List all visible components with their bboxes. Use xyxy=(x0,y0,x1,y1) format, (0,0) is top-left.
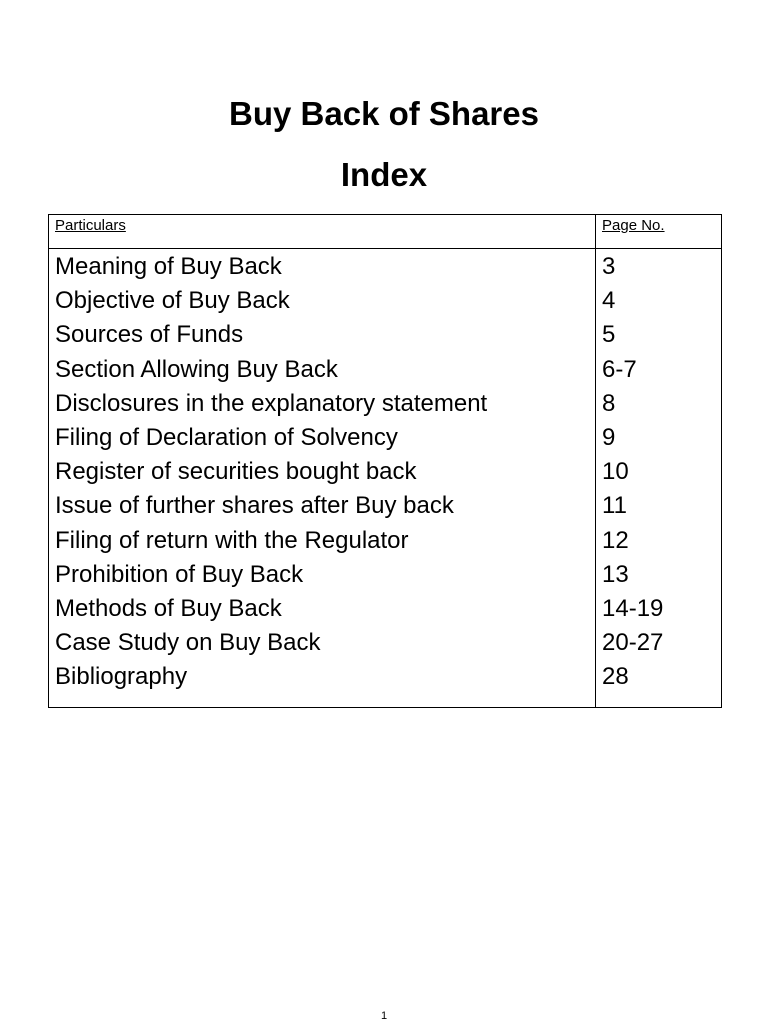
table-row xyxy=(49,387,721,421)
row-page-number: 20-27 xyxy=(602,629,664,657)
row-page-number: 3 xyxy=(602,253,616,280)
table-row xyxy=(49,626,721,660)
row-particular: Bibliography xyxy=(55,663,188,691)
row-page-number: 5 xyxy=(602,321,616,349)
table-row xyxy=(49,592,721,626)
row-particular: Disclosures in the explanatory statement xyxy=(55,389,488,417)
row-page-number: 10 xyxy=(602,458,629,486)
table-row xyxy=(49,250,721,284)
header-particulars: Particulars xyxy=(55,217,126,234)
page-number: 1 xyxy=(380,1010,388,1022)
table-row xyxy=(49,318,721,352)
row-page-number: 4 xyxy=(602,287,616,315)
row-particular: Objective of Buy Back xyxy=(55,287,290,315)
table-header-row xyxy=(49,215,721,249)
index-heading: Index xyxy=(340,156,428,193)
row-page-number: 12 xyxy=(602,526,629,554)
row-particular: Register of securities bought back xyxy=(55,458,417,486)
row-particular: Issue of further shares after Buy back xyxy=(55,492,454,520)
row-page-number: 11 xyxy=(602,492,627,520)
table-row xyxy=(49,524,721,558)
table-row xyxy=(49,489,721,523)
table-row xyxy=(49,421,721,455)
document-title: Buy Back of Shares xyxy=(229,95,539,132)
row-particular: Case Study on Buy Back xyxy=(55,629,321,657)
row-particular: Meaning of Buy Back xyxy=(55,253,282,280)
row-page-number: 28 xyxy=(602,663,629,691)
row-particular: Sources of Funds xyxy=(55,321,244,349)
table-row xyxy=(49,284,721,318)
row-page-number: 6-7 xyxy=(602,355,637,383)
table-row xyxy=(49,455,721,489)
table-body xyxy=(49,250,721,694)
row-page-number: 14-19 xyxy=(602,594,664,622)
row-particular: Filing of return with the Regulator xyxy=(55,526,409,554)
header-page-no: Page No. xyxy=(602,217,665,234)
row-page-number: 9 xyxy=(602,423,616,451)
row-page-number: 8 xyxy=(602,389,616,417)
row-particular: Filing of Declaration of Solvency xyxy=(55,423,398,451)
row-particular: Prohibition of Buy Back xyxy=(55,560,304,588)
table-row xyxy=(49,353,721,387)
table-row xyxy=(49,660,721,694)
index-table xyxy=(48,214,722,708)
table-row xyxy=(49,558,721,592)
row-page-number: 13 xyxy=(602,560,629,588)
row-particular: Methods of Buy Back xyxy=(55,594,282,622)
row-particular: Section Allowing Buy Back xyxy=(55,355,338,383)
